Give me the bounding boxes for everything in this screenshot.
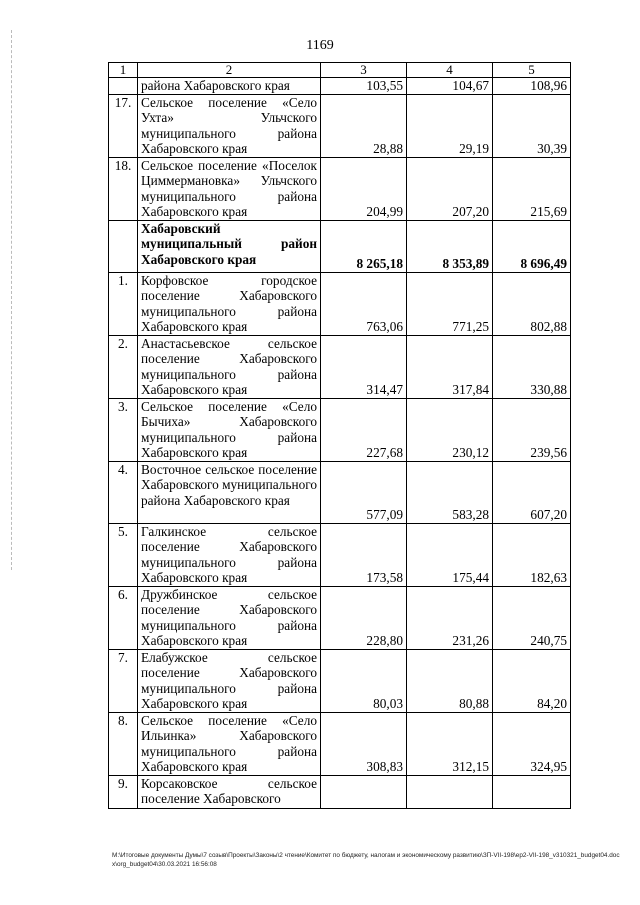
value-col4-cell: 207,20 [407, 157, 493, 220]
value-col4-cell [407, 775, 493, 808]
value-col4-cell: 8 353,89 [407, 220, 493, 272]
binding-margin-marks [11, 30, 13, 570]
settlement-name-cell: Корсаковское сельское поселение Хабаровского [138, 775, 321, 808]
settlement-name-cell: Хабаровский муниципальный район Хабаровского края [138, 220, 321, 272]
value-col4-cell: 317,84 [407, 335, 493, 398]
value-col5-cell: 108,96 [493, 78, 571, 95]
value-col4-cell: 771,25 [407, 272, 493, 335]
row-number-cell: 3. [109, 398, 138, 461]
settlement-name-cell: Сельское поселение «Село Ильинка» Хабаровского муниципального района Хабаровского края [138, 712, 321, 775]
row-number-cell: 17. [109, 94, 138, 157]
value-col3-cell: 228,80 [321, 586, 407, 649]
value-col3-cell: 314,47 [321, 335, 407, 398]
value-col3-cell [321, 775, 407, 808]
district-total-row [109, 220, 571, 272]
table-row [109, 461, 571, 523]
row-number-cell: 1. [109, 272, 138, 335]
settlement-name-cell: Корфовское городское поселение Хабаровского муниципального района Хабаровского края [138, 272, 321, 335]
column-number-header-row [109, 63, 571, 78]
table-row [109, 157, 571, 220]
settlement-name-cell: Восточное сельское поселение Хабаровского муниципального района Хабаровского края [138, 461, 321, 523]
table-row [109, 272, 571, 335]
value-col3-cell: 103,55 [321, 78, 407, 95]
value-col3-cell: 80,03 [321, 649, 407, 712]
table-row [109, 586, 571, 649]
settlement-name-cell: Анастасьевское сельское поселение Хабаровского муниципального района Хабаровского края [138, 335, 321, 398]
row-number-cell: 7. [109, 649, 138, 712]
value-col5-cell: 215,69 [493, 157, 571, 220]
settlement-name-cell: Дружбинское сельское поселение Хабаровского муниципального района Хабаровского края [138, 586, 321, 649]
row-number-cell: 4. [109, 461, 138, 523]
value-col3-cell: 308,83 [321, 712, 407, 775]
row-number-cell: 6. [109, 586, 138, 649]
table-row [109, 335, 571, 398]
budget-table [108, 62, 571, 809]
column-header: 5 [493, 63, 571, 78]
value-col4-cell: 583,28 [407, 461, 493, 523]
value-col5-cell [493, 775, 571, 808]
document-path-footer: М:\Итоговые документы Думы\7 созыв\Проекты\Законы\2 чтение\Комитет по бюджету, налогам и экономическому развитию\ЗП-VII-198\ер2-VII-198_v310321_budget04.docx\org_budget04\30.03.2021 16:56:08 [112, 852, 620, 868]
value-col3-cell: 173,58 [321, 523, 407, 586]
table-row [109, 649, 571, 712]
settlement-name-cell: Галкинское сельское поселение Хабаровского муниципального района Хабаровского края [138, 523, 321, 586]
value-col3-cell: 204,99 [321, 157, 407, 220]
column-header: 3 [321, 63, 407, 78]
value-col5-cell: 802,88 [493, 272, 571, 335]
value-col4-cell: 231,26 [407, 586, 493, 649]
value-col4-cell: 312,15 [407, 712, 493, 775]
table-row [109, 398, 571, 461]
value-col5-cell: 239,56 [493, 398, 571, 461]
settlement-name-cell: Елабужское сельское поселение Хабаровского муниципального района Хабаровского края [138, 649, 321, 712]
row-number-cell: 9. [109, 775, 138, 808]
table-row [109, 78, 571, 95]
value-col5-cell: 607,20 [493, 461, 571, 523]
row-number-cell: 5. [109, 523, 138, 586]
value-col5-cell: 30,39 [493, 94, 571, 157]
value-col5-cell: 8 696,49 [493, 220, 571, 272]
settlement-name-cell: Сельское поселение «Село Бычиха» Хабаровского муниципального района Хабаровского края [138, 398, 321, 461]
table-row [109, 712, 571, 775]
value-col5-cell: 330,88 [493, 335, 571, 398]
value-col4-cell: 80,88 [407, 649, 493, 712]
row-number-cell: 18. [109, 157, 138, 220]
value-col5-cell: 324,95 [493, 712, 571, 775]
settlement-name-cell: района Хабаровского края [138, 78, 321, 95]
table-row [109, 94, 571, 157]
row-number-cell: 8. [109, 712, 138, 775]
value-col4-cell: 29,19 [407, 94, 493, 157]
column-header: 4 [407, 63, 493, 78]
table-row [109, 775, 571, 808]
value-col4-cell: 230,12 [407, 398, 493, 461]
row-number-cell [109, 220, 138, 272]
row-number-cell [109, 78, 138, 95]
column-header: 1 [109, 63, 138, 78]
value-col4-cell: 104,67 [407, 78, 493, 95]
column-header: 2 [138, 63, 321, 78]
value-col3-cell: 8 265,18 [321, 220, 407, 272]
value-col5-cell: 182,63 [493, 523, 571, 586]
settlement-name-cell: Сельское поселение «Поселок Циммермановка» Ульчского муниципального района Хабаровского края [138, 157, 321, 220]
value-col3-cell: 577,09 [321, 461, 407, 523]
page-number: 1169 [306, 38, 334, 53]
value-col5-cell: 84,20 [493, 649, 571, 712]
value-col3-cell: 227,68 [321, 398, 407, 461]
table-row [109, 523, 571, 586]
value-col3-cell: 28,88 [321, 94, 407, 157]
settlement-name-cell: Сельское поселение «Село Ухта» Ульчского муниципального района Хабаровского края [138, 94, 321, 157]
value-col5-cell: 240,75 [493, 586, 571, 649]
row-number-cell: 2. [109, 335, 138, 398]
value-col4-cell: 175,44 [407, 523, 493, 586]
value-col3-cell: 763,06 [321, 272, 407, 335]
